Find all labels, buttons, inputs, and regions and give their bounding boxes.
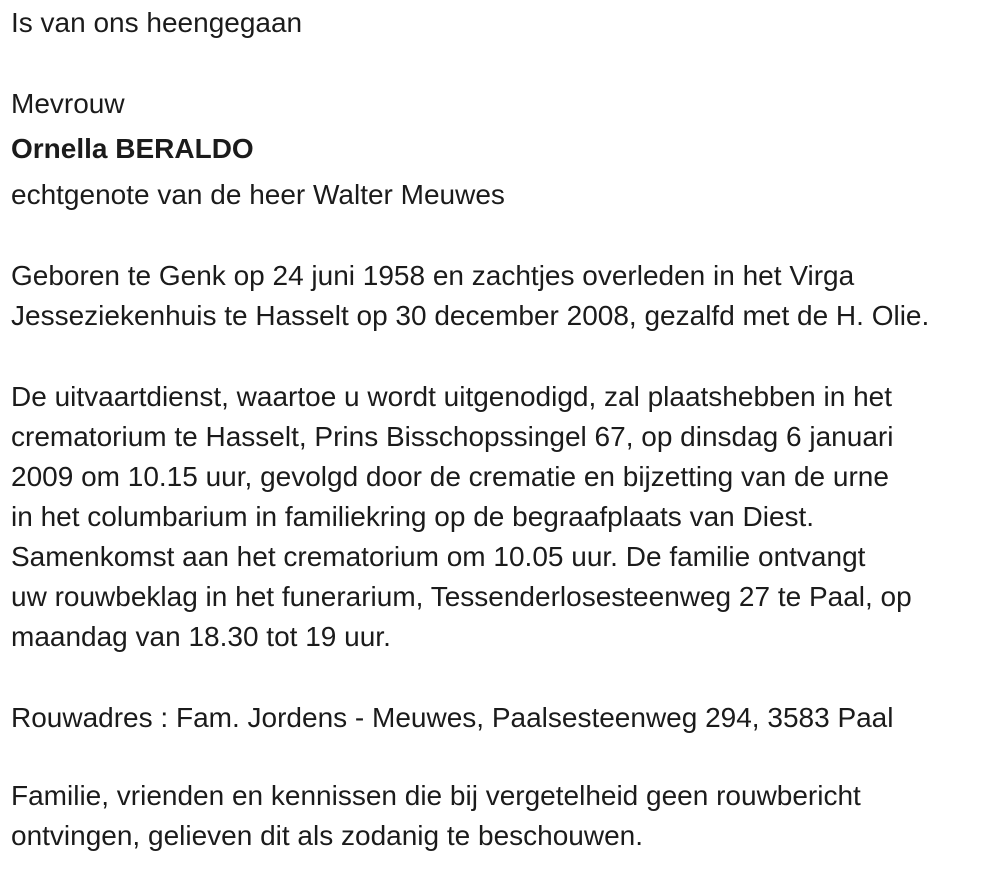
text-line: uw rouwbeklag in het funerarium, Tessenderlosesteenweg 27 te Paal, op	[11, 581, 912, 612]
text-line: in het columbarium in familiekring op de begraafplaats van Diest.	[11, 501, 815, 532]
text-line: Familie, vrienden en kennissen die bij vergetelheid geen rouwbericht	[11, 780, 861, 811]
text-line: 2009 om 10.15 uur, gevolgd door de crematie en bijzetting van de urne	[11, 461, 889, 492]
deceased-name: Ornella BERALDO	[11, 133, 254, 164]
text-line: Samenkomst aan het crematorium om 10.05 uur. De familie ontvangt	[11, 541, 866, 572]
text-line: Jesseziekenhuis te Hasselt op 30 december 2008, gezalfd met de H. Olie.	[11, 300, 930, 331]
funeral-service-paragraph	[11, 377, 990, 657]
text-line: crematorium te Hasselt, Prins Bisschopssingel 67, op dinsdag 6 januari	[11, 421, 894, 452]
text-line: maandag van 18.30 tot 19 uur.	[11, 621, 391, 652]
intro-line: Is van ons heengegaan	[11, 7, 303, 38]
text-line: Geboren te Genk op 24 juni 1958 en zachtjes overleden in het Virga	[11, 260, 855, 291]
text-line: ontvingen, gelieven dit als zodanig te beschouwen.	[11, 820, 643, 851]
closing-paragraph	[11, 776, 990, 856]
mourning-address-line: Rouwadres : Fam. Jordens - Meuwes, Paalsesteenweg 294, 3583 Paal	[11, 702, 894, 733]
birth-death-paragraph	[11, 256, 990, 336]
relation-line: echtgenote van de heer Walter Meuwes	[11, 179, 505, 210]
text-line: De uitvaartdienst, waartoe u wordt uitgenodigd, zal plaatshebben in het	[11, 381, 893, 412]
salutation-line: Mevrouw	[11, 88, 125, 119]
